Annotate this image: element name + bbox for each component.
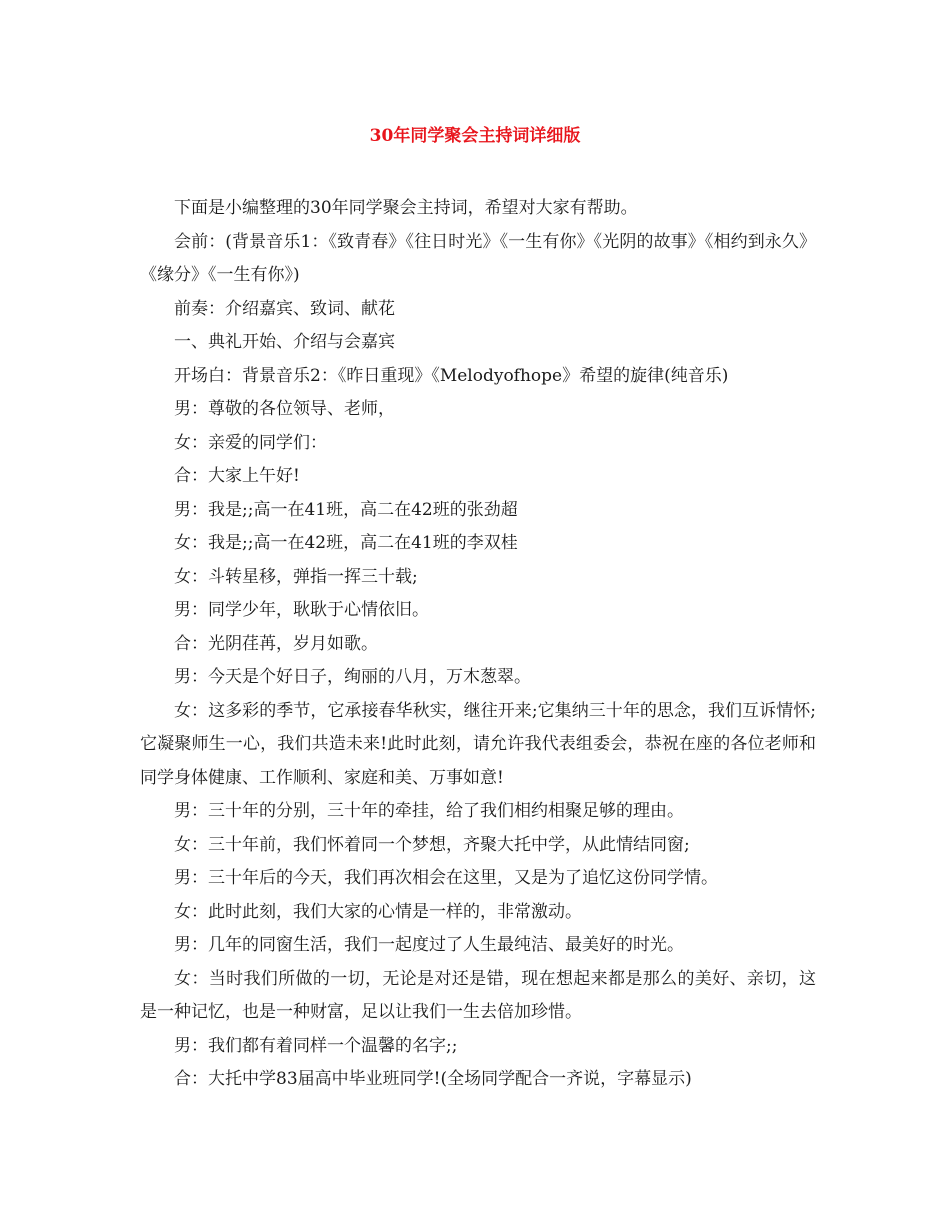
paragraph: 女：此时此刻，我们大家的心情是一样的，非常激动。 (174, 901, 582, 922)
paragraph: 女：这多彩的季节，它承接春华秋实，继往开来;它集纳三十年的思念，我们互诉情怀;它凝聚师生一心，我们共造未来!此时此刻，请允许我代表组委会，恭祝在座的各位老师和同学身体健康、工作顺利、家庭和美、万事如意! (140, 700, 816, 788)
paragraph: 男：三十年后的今天，我们再次相会在这里，又是为了追忆这份同学情。 (174, 868, 718, 888)
paragraph: 一、典礼开始、介绍与会嘉宾 (174, 332, 395, 352)
paragraph: 女：斗转星移，弹指一挥三十载; (174, 566, 418, 587)
paragraph: 女：亲爱的同学们： (174, 432, 327, 453)
paragraph: 会前：(背景音乐1：《致青春》《往日时光》《一生有你》《光阴的故事》《相约到永久》《缘分》《一生有你》) (140, 231, 816, 285)
paragraph: 女：三十年前，我们怀着同一个梦想，齐聚大托中学，从此情结同窗; (174, 834, 690, 855)
paragraph: 男：我是;;高一在41班，高二在42班的张劲超 (174, 499, 518, 520)
document-body (140, 192, 816, 1097)
paragraph: 男：同学少年，耿耿于心情依旧。 (174, 600, 429, 620)
paragraph: 开场白：背景音乐2：《昨日重现》《Melodyofhope》希望的旋律(纯音乐) (174, 365, 729, 386)
paragraph: 前奏：介绍嘉宾、致词、献花 (174, 298, 395, 319)
paragraph: 下面是小编整理的30年同学聚会主持词，希望对大家有帮助。 (174, 198, 638, 218)
paragraph: 合：光阴荏苒，岁月如歌。 (174, 633, 378, 654)
paragraph: 女：我是;;高一在42班，高二在41班的李双桂 (174, 533, 518, 553)
paragraph: 男：三十年的分别，三十年的牵挂，给了我们相约相聚足够的理由。 (174, 801, 684, 821)
document-title: 30年同学聚会主持词详细版 (369, 126, 581, 146)
paragraph: 合：大托中学83届高中毕业班同学!(全场同学配合一齐说，字幕显示) (174, 1069, 692, 1089)
paragraph: 男：我们都有着同样一个温馨的名字;; (174, 1035, 458, 1056)
paragraph: 男：几年的同窗生活，我们一起度过了人生最纯洁、最美好的时光。 (174, 935, 684, 955)
paragraph: 男：今天是个好日子，绚丽的八月，万木葱翠。 (174, 667, 531, 687)
paragraph: 男：尊敬的各位领导、老师， (174, 399, 395, 419)
paragraph: 女：当时我们所做的一切，无论是对还是错，现在想起来都是那么的美好、亲切，这是一种记忆，也是一种财富，足以让我们一生去倍加珍惜。 (140, 968, 816, 1022)
paragraph: 合：大家上午好! (174, 466, 300, 486)
